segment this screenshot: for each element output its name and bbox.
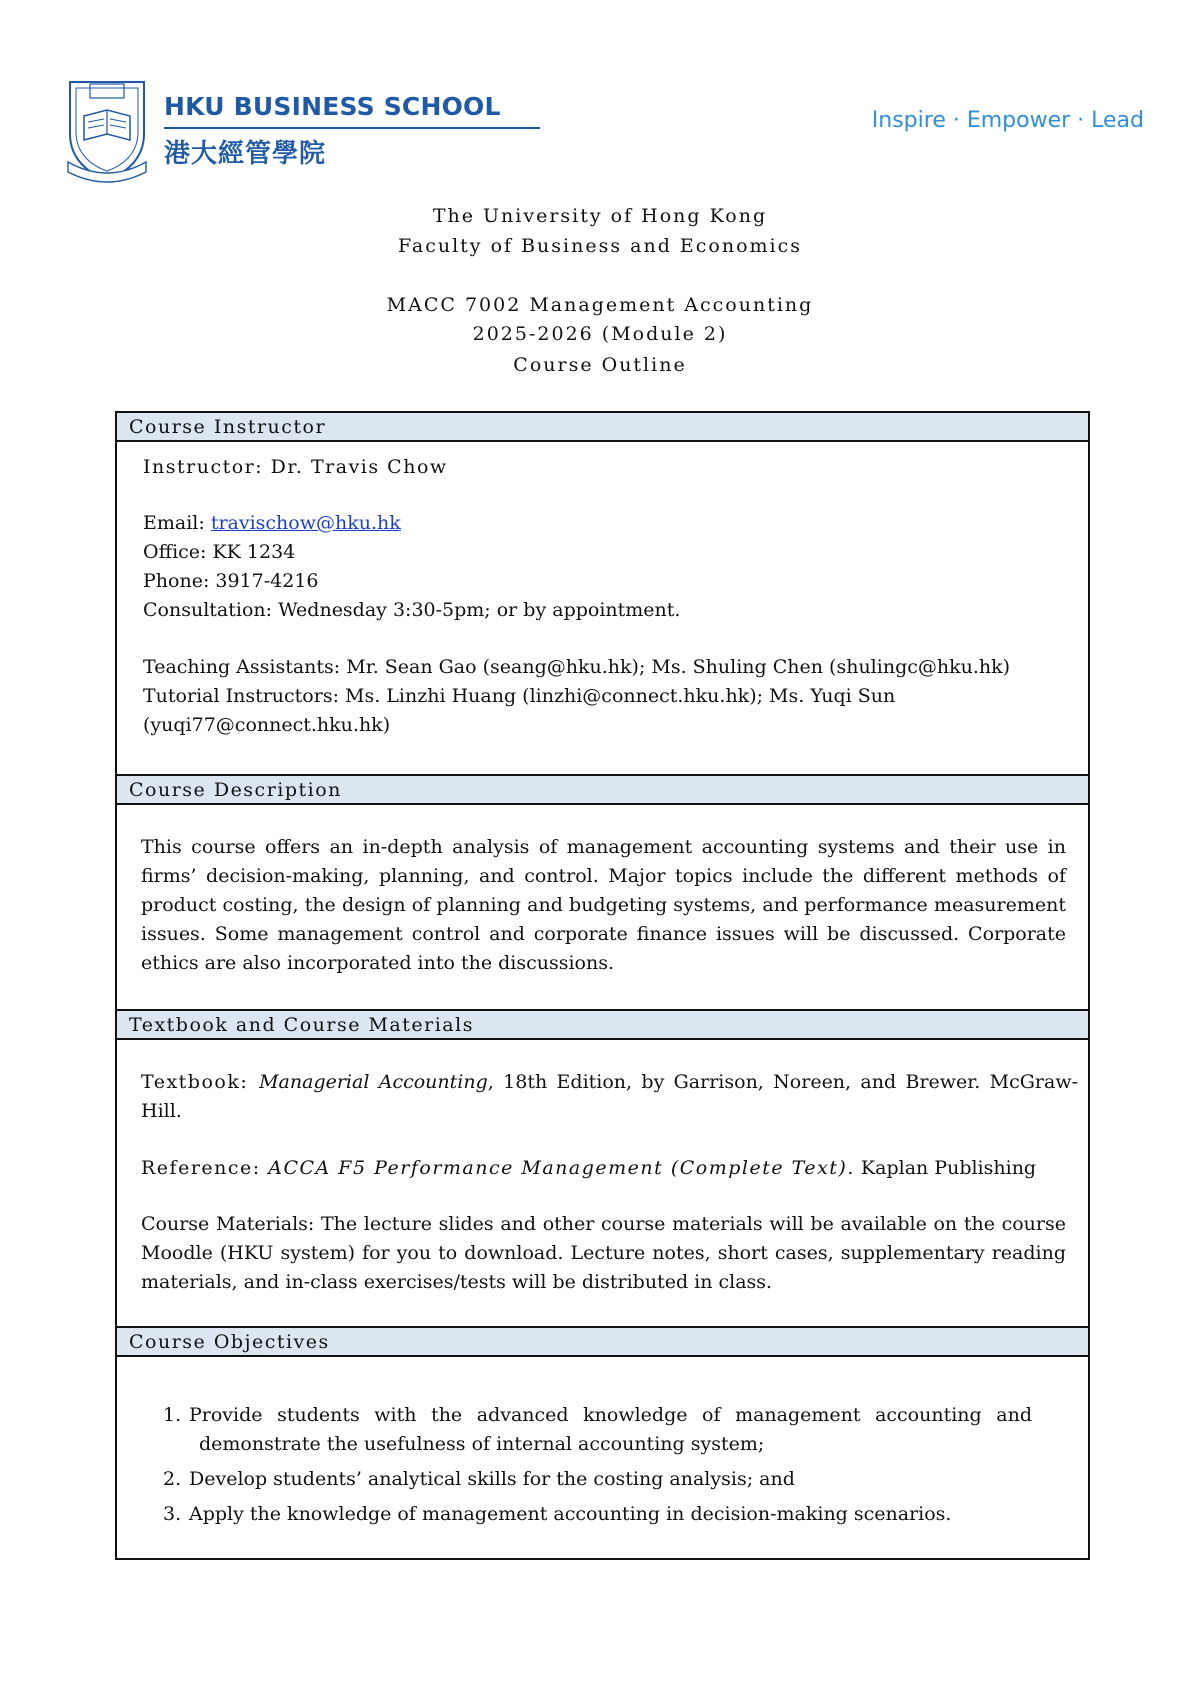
objective-text: Apply the knowledge of management accounting in decision-making scenarios. [189, 1503, 952, 1525]
objective-text-cont: demonstrate the usefulness of internal accounting system; [199, 1433, 765, 1455]
objective-number: 2. [163, 1468, 182, 1490]
school-name-divider [164, 127, 540, 129]
teaching-assistants: Teaching Assistants: Mr. Sean Gao (seang@hku.hk); Ms. Shuling Chen (shulingc@hku.hk) [143, 656, 1011, 678]
reference-label: Reference: [141, 1157, 269, 1179]
reference-title: ACCA F5 Performance Management (Complete Text). [268, 1157, 855, 1179]
objective-number: 3. [163, 1503, 182, 1525]
description-line: ethics are also incorporated into the discussions. [141, 952, 615, 974]
section-heading: Course Objectives [117, 1328, 1088, 1357]
document-type: Course Outline [513, 354, 687, 376]
description-line: issues. Some management control and corporate finance issues will be discussed. Corporate [141, 923, 1066, 945]
school-tagline: Inspire · Empower · Lead [871, 108, 1144, 133]
textbook-title: Managerial Accounting [259, 1071, 488, 1093]
course-title: MACC 7002 Management Accounting [386, 294, 814, 316]
email-label: Email: [143, 512, 211, 534]
reference-line [141, 1154, 1036, 1183]
description-line: This course offers an in-depth analysis of management accounting systems and their use in [141, 836, 1066, 858]
objectives-section [115, 1326, 1090, 1560]
textbook-line [141, 1068, 1078, 1097]
textbook-details: , 18th Edition, by Garrison, Noreen, and Brewer. McGraw- [487, 1071, 1079, 1093]
reference-publisher: Kaplan Publishing [854, 1157, 1037, 1179]
school-logo [62, 76, 501, 186]
instructor-phone: Phone: 3917-4216 [143, 570, 319, 592]
materials-line: materials, and in-class exercises/tests will be distributed in class. [141, 1271, 773, 1293]
instructor-name: Instructor: Dr. Travis Chow [143, 456, 448, 478]
objective-number: 1. [163, 1404, 182, 1426]
instructor-office: Office: KK 1234 [143, 541, 296, 563]
school-name-chinese: 港大經管學院 [164, 139, 327, 169]
tutorial-instructors: Tutorial Instructors: Ms. Linzhi Huang (linzhi@connect.hku.hk); Ms. Yuqi Sun [143, 685, 896, 707]
hku-crest-icon [62, 76, 152, 186]
textbook-label: Textbook: [141, 1071, 260, 1093]
instructor-section [115, 411, 1090, 776]
faculty-name: Faculty of Business and Economics [397, 235, 803, 257]
description-line: product costing, the design of planning and budgeting systems, and performance measurement [141, 894, 1066, 916]
description-line: firms’ decision-making, planning, and control. Major topics include the different methods of [141, 865, 1066, 887]
textbook-line-cont: Hill. [141, 1100, 182, 1122]
description-section [115, 774, 1090, 1011]
materials-line: Course Materials: The lecture slides and other course materials will be available on the course [141, 1213, 1066, 1235]
consultation-hours: Consultation: Wednesday 3:30-5pm; or by appointment. [143, 599, 681, 621]
email-link[interactable]: travischow@hku.hk [210, 512, 401, 534]
section-heading: Textbook and Course Materials [117, 1011, 1088, 1040]
section-heading: Course Instructor [117, 413, 1088, 442]
objective-text: Develop students’ analytical skills for the costing analysis; and [189, 1468, 795, 1490]
instructor-email [143, 509, 401, 538]
section-heading: Course Description [117, 776, 1088, 805]
university-name: The University of Hong Kong [432, 205, 768, 227]
school-name: HKU BUSINESS SCHOOL [164, 92, 501, 121]
tutorial-instructors-cont: (yuqi77@connect.hku.hk) [143, 714, 391, 736]
materials-section [115, 1009, 1090, 1328]
course-term: 2025-2026 (Module 2) [472, 323, 728, 345]
materials-line: Moodle (HKU system) for you to download. Lecture notes, short cases, supplementary reading [141, 1242, 1066, 1264]
objective-text: Provide students with the advanced knowledge of management accounting and [189, 1404, 1032, 1426]
